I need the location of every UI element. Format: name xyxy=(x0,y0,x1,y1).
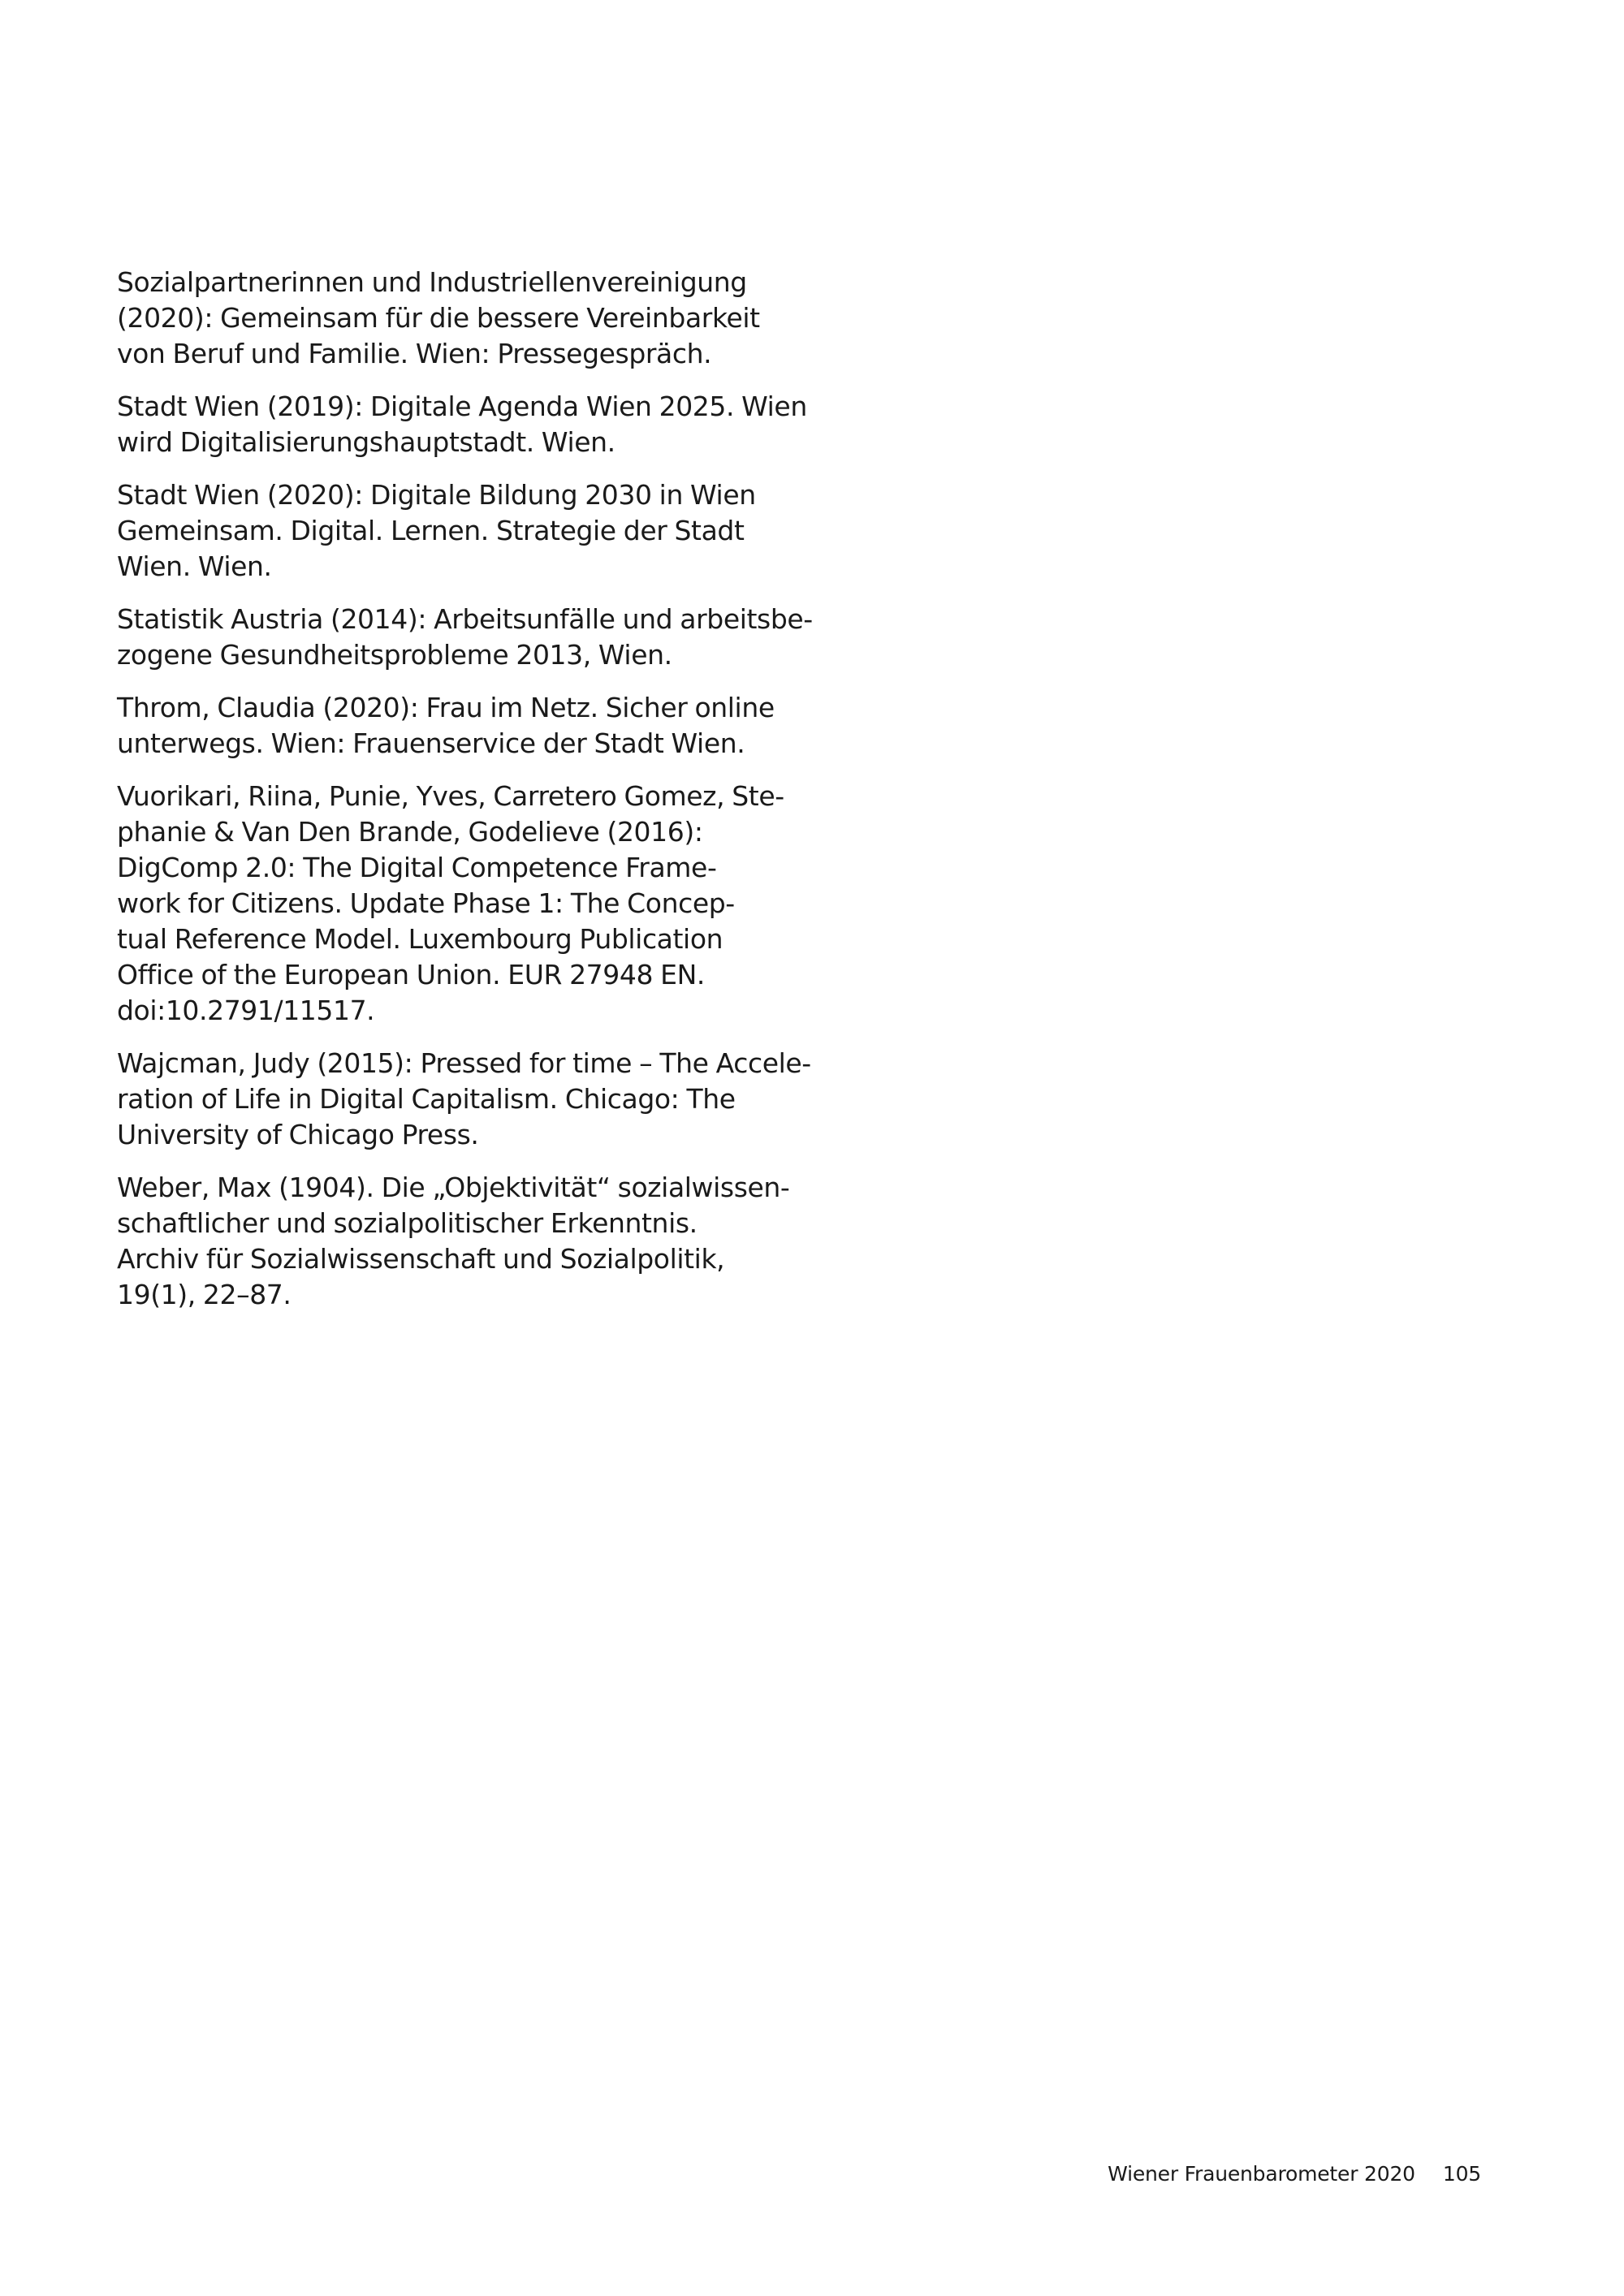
reference-line: schaftlicher und sozialpolitischer Erkenntnis. xyxy=(117,1207,698,1239)
reference-line: Throm, Claudia (2020): Frau im Netz. Sicher online xyxy=(117,692,775,723)
reference-line: Weber, Max (1904). Die „Objektivität“ sozialwissen- xyxy=(117,1172,790,1203)
reference-line: Vuorikari, Riina, Punie, Yves, Carretero Gomez, Ste- xyxy=(117,780,784,812)
reference-line: Office of the European Union. EUR 27948 EN. xyxy=(117,959,705,990)
reference-line: (2020): Gemeinsam für die bessere Vereinbarkeit xyxy=(117,302,760,334)
reference-list xyxy=(117,265,815,1330)
reference-entry xyxy=(117,779,815,1029)
page-number: 105 xyxy=(1442,2162,1481,2186)
reference-line: unterwegs. Wien: Frauenservice der Stadt Wien. xyxy=(117,727,745,759)
reference-line: Stadt Wien (2019): Digitale Agenda Wien 2025. Wien xyxy=(117,391,807,422)
reference-entry xyxy=(117,690,815,762)
reference-line: Wajcman, Judy (2015): Pressed for time – The Accele- xyxy=(117,1047,811,1079)
reference-line: Statistik Austria (2014): Arbeitsunfälle und arbeitsbe- xyxy=(117,603,813,635)
reference-line: DigComp 2.0: The Digital Competence Frame- xyxy=(117,852,717,883)
reference-line: von Beruf und Familie. Wien: Pressegespräch. xyxy=(117,338,712,369)
reference-line: zogene Gesundheitsprobleme 2013, Wien. xyxy=(117,639,672,671)
reference-line: Gemeinsam. Digital. Lernen. Strategie der Stadt xyxy=(117,515,745,546)
reference-line: work for Citizens. Update Phase 1: The Concep- xyxy=(117,887,735,919)
reference-entry xyxy=(117,1046,815,1153)
reference-line: Wien. Wien. xyxy=(117,550,272,582)
reference-line: wird Digitalisierungshauptstadt. Wien. xyxy=(117,426,615,458)
reference-line: 19(1), 22–87. xyxy=(117,1279,292,1310)
reference-entry xyxy=(117,602,815,673)
reference-line: Stadt Wien (2020): Digitale Bildung 2030 in Wien xyxy=(117,479,756,511)
publication-title: Wiener Frauenbarometer 2020 xyxy=(1108,2162,1415,2186)
reference-entry xyxy=(117,477,815,585)
reference-line: phanie & Van Den Brande, Godelieve (2016): xyxy=(117,816,703,848)
reference-line: Archiv für Sozialwissenschaft und Sozialpolitik, xyxy=(117,1243,725,1275)
page-footer xyxy=(1108,2161,1481,2187)
reference-line: doi:10.2791/11517. xyxy=(117,995,375,1026)
reference-line: University of Chicago Press. xyxy=(117,1119,479,1150)
reference-entry xyxy=(117,265,815,372)
reference-entry xyxy=(117,1170,815,1313)
reference-entry xyxy=(117,389,815,460)
reference-line: tual Reference Model. Luxembourg Publication xyxy=(117,923,723,955)
reference-line: Sozialpartnerinnen und Industriellenvereinigung xyxy=(117,266,747,298)
reference-line: ration of Life in Digital Capitalism. Chicago: The xyxy=(117,1083,736,1115)
